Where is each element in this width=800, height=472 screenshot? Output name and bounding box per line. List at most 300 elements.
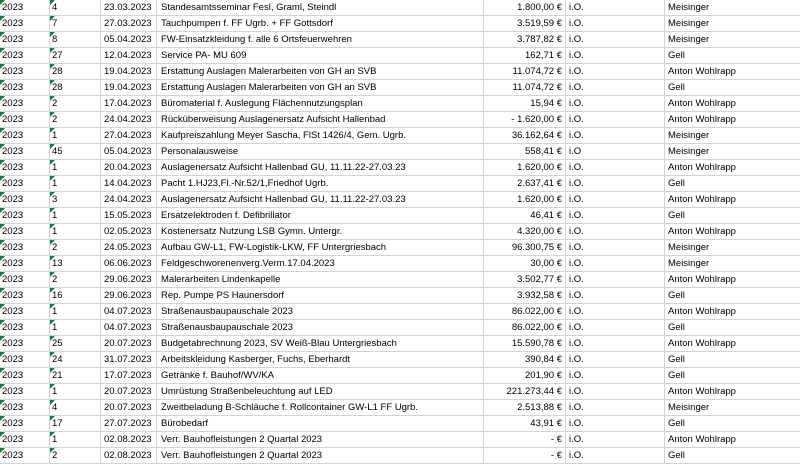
comment-indicator-icon (0, 336, 5, 341)
cell-date[interactable] (101, 368, 157, 383)
cell-amount[interactable] (484, 32, 566, 47)
cell-year[interactable] (0, 160, 50, 175)
cell-name[interactable] (665, 48, 800, 63)
comment-indicator-icon (0, 416, 5, 421)
cell-text: 1.800,00 € (517, 2, 562, 13)
cell-year[interactable] (0, 64, 50, 79)
cell-amount[interactable] (484, 128, 566, 143)
cell-text: - € (550, 450, 562, 461)
cell-text: FW-Einsatzkleidung f. alle 6 Ortsfeuerwehren (161, 34, 352, 45)
cell-year[interactable] (0, 432, 50, 447)
table-row (0, 128, 800, 144)
cell-description[interactable] (157, 80, 484, 95)
cell-number[interactable] (50, 448, 101, 463)
cell-year[interactable] (0, 48, 50, 63)
cell-year[interactable] (0, 112, 50, 127)
cell-text: 43,91 € (530, 418, 562, 429)
cell-number[interactable] (50, 384, 101, 399)
comment-indicator-icon (0, 80, 5, 85)
cell-text: Erstattung Auslagen Malerarbeiten von GH an SVB (161, 66, 377, 77)
comment-indicator-icon (0, 176, 5, 181)
cell-name[interactable] (665, 64, 800, 79)
cell-amount[interactable] (484, 432, 566, 447)
cell-date[interactable] (101, 224, 157, 239)
cell-text: 558,41 € (525, 146, 562, 157)
cell-text: 27.03.2023 (104, 18, 152, 29)
cell-amount[interactable] (484, 352, 566, 367)
cell-status[interactable] (566, 208, 665, 223)
cell-text: 04.07.2023 (104, 322, 152, 333)
cell-name[interactable] (665, 400, 800, 415)
cell-text: i.O. (569, 162, 584, 173)
cell-description[interactable] (157, 448, 484, 463)
cell-year[interactable] (0, 416, 50, 431)
cell-text: 2023 (2, 18, 24, 29)
cell-number[interactable] (50, 256, 101, 271)
cell-year[interactable] (0, 224, 50, 239)
cell-amount[interactable] (484, 80, 566, 95)
cell-year[interactable] (0, 400, 50, 415)
cell-status[interactable] (566, 176, 665, 191)
cell-amount[interactable] (484, 240, 566, 255)
cell-text: 1.620,00 € (517, 194, 562, 205)
cell-amount[interactable] (484, 48, 566, 63)
cell-description[interactable] (157, 32, 484, 47)
cell-description[interactable] (157, 16, 484, 31)
cell-text: 24 (52, 354, 63, 365)
cell-number[interactable] (50, 64, 101, 79)
table-row (0, 400, 800, 416)
table-row (0, 304, 800, 320)
cell-date[interactable] (101, 112, 157, 127)
table-row (0, 48, 800, 64)
cell-status[interactable] (566, 80, 665, 95)
cell-date[interactable] (101, 384, 157, 399)
cell-date[interactable] (101, 240, 157, 255)
cell-name[interactable] (665, 256, 800, 271)
cell-amount[interactable] (484, 416, 566, 431)
cell-status[interactable] (566, 384, 665, 399)
comment-indicator-icon (50, 352, 55, 357)
cell-name[interactable] (665, 432, 800, 447)
comment-indicator-icon (0, 112, 5, 117)
cell-text: i.O. (569, 34, 584, 45)
cell-status[interactable] (566, 96, 665, 111)
cell-name[interactable] (665, 160, 800, 175)
cell-number[interactable] (50, 240, 101, 255)
cell-text: Standesamtsseminar Fesl, Graml, Steindl (161, 2, 337, 13)
cell-year[interactable] (0, 80, 50, 95)
cell-number[interactable] (50, 368, 101, 383)
cell-year[interactable] (0, 368, 50, 383)
cell-date[interactable] (101, 320, 157, 335)
cell-date[interactable] (101, 416, 157, 431)
cell-date[interactable] (101, 48, 157, 63)
cell-date[interactable] (101, 80, 157, 95)
table-row (0, 112, 800, 128)
cell-amount[interactable] (484, 112, 566, 127)
cell-description[interactable] (157, 336, 484, 351)
cell-date[interactable] (101, 272, 157, 287)
cell-text: 27 (52, 50, 63, 61)
cell-date[interactable] (101, 64, 157, 79)
cell-year[interactable] (0, 288, 50, 303)
cell-text: 1 (52, 434, 58, 445)
cell-text: Meisinger (668, 402, 710, 413)
table-row (0, 192, 800, 208)
cell-text: 17 (52, 418, 63, 429)
cell-number[interactable] (50, 48, 101, 63)
cell-text: i.O. (569, 450, 584, 461)
cell-number[interactable] (50, 176, 101, 191)
cell-amount[interactable] (484, 256, 566, 271)
cell-date[interactable] (101, 32, 157, 47)
cell-text: 28 (52, 66, 63, 77)
cell-text: i.O. (569, 66, 584, 77)
cell-status[interactable] (566, 240, 665, 255)
cell-number[interactable] (50, 320, 101, 335)
comment-indicator-icon (0, 240, 5, 245)
cell-name[interactable] (665, 336, 800, 351)
cell-text: 27.04.2023 (104, 130, 152, 141)
table-row (0, 336, 800, 352)
cell-status[interactable] (566, 0, 665, 15)
cell-year[interactable] (0, 384, 50, 399)
cell-amount[interactable] (484, 144, 566, 159)
cell-text: Anton Wohlrapp (668, 386, 736, 397)
cell-description[interactable] (157, 144, 484, 159)
cell-amount[interactable] (484, 96, 566, 111)
cell-text: Ersatzelektroden f. Defibrillator (161, 210, 291, 221)
cell-amount[interactable] (484, 224, 566, 239)
cell-status[interactable] (566, 336, 665, 351)
cell-status[interactable] (566, 288, 665, 303)
comment-indicator-icon (50, 128, 55, 133)
comment-indicator-icon (50, 32, 55, 37)
cell-status[interactable] (566, 112, 665, 127)
cell-text: 15.05.2023 (104, 210, 152, 221)
cell-text: 2023 (2, 370, 24, 381)
cell-description[interactable] (157, 48, 484, 63)
cell-text: 45 (52, 146, 63, 157)
cell-text: i.O. (569, 130, 584, 141)
cell-year[interactable] (0, 448, 50, 463)
cell-text: 20.07.2023 (104, 338, 152, 349)
cell-description[interactable] (157, 384, 484, 399)
cell-name[interactable] (665, 192, 800, 207)
cell-description[interactable] (157, 224, 484, 239)
cell-year[interactable] (0, 208, 50, 223)
cell-text: 31.07.2023 (104, 354, 152, 365)
comment-indicator-icon (50, 96, 55, 101)
cell-status[interactable] (566, 32, 665, 47)
cell-name[interactable] (665, 352, 800, 367)
cell-text: Arbeitskleidung Kasberger, Fuchs, Eberhardt (161, 354, 351, 365)
comment-indicator-icon (50, 208, 55, 213)
cell-date[interactable] (101, 336, 157, 351)
cell-text: 25 (52, 338, 63, 349)
cell-date[interactable] (101, 16, 157, 31)
cell-description[interactable] (157, 256, 484, 271)
cell-status[interactable] (566, 416, 665, 431)
cell-text: 2023 (2, 386, 24, 397)
cell-number[interactable] (50, 160, 101, 175)
cell-description[interactable] (157, 176, 484, 191)
cell-text: 1 (52, 178, 58, 189)
cell-status[interactable] (566, 128, 665, 143)
cell-name[interactable] (665, 224, 800, 239)
cell-name[interactable] (665, 384, 800, 399)
cell-date[interactable] (101, 192, 157, 207)
cell-name[interactable] (665, 96, 800, 111)
cell-number[interactable] (50, 208, 101, 223)
cell-date[interactable] (101, 208, 157, 223)
cell-amount[interactable] (484, 368, 566, 383)
cell-year[interactable] (0, 0, 50, 15)
cell-text: 221.273,44 € (506, 386, 562, 397)
table-row (0, 256, 800, 272)
cell-status[interactable] (566, 256, 665, 271)
cell-text: Straßenausbaupauschale 2023 (161, 306, 294, 317)
cell-text: 1 (52, 386, 58, 397)
cell-description[interactable] (157, 240, 484, 255)
cell-name[interactable] (665, 208, 800, 223)
cell-number[interactable] (50, 112, 101, 127)
cell-number[interactable] (50, 192, 101, 207)
cell-number[interactable] (50, 416, 101, 431)
cell-status[interactable] (566, 448, 665, 463)
cell-status[interactable] (566, 352, 665, 367)
cell-number[interactable] (50, 352, 101, 367)
cell-date[interactable] (101, 448, 157, 463)
cell-text: Personalausweise (161, 146, 239, 157)
cell-status[interactable] (566, 224, 665, 239)
cell-status[interactable] (566, 272, 665, 287)
cell-text: 19.04.2023 (104, 82, 152, 93)
cell-text: i.O. (569, 402, 584, 413)
cell-year[interactable] (0, 352, 50, 367)
cell-text: Gell (668, 322, 685, 333)
cell-description[interactable] (157, 128, 484, 143)
cell-amount[interactable] (484, 208, 566, 223)
cell-number[interactable] (50, 16, 101, 31)
cell-year[interactable] (0, 304, 50, 319)
cell-name[interactable] (665, 240, 800, 255)
cell-text: Verr. Bauhofleistungen 2 Quartal 2023 (161, 434, 323, 445)
cell-status[interactable] (566, 304, 665, 319)
cell-description[interactable] (157, 352, 484, 367)
cell-description[interactable] (157, 288, 484, 303)
cell-name[interactable] (665, 32, 800, 47)
cell-text: 162,71 € (525, 50, 562, 61)
cell-date[interactable] (101, 288, 157, 303)
cell-description[interactable] (157, 320, 484, 335)
cell-year[interactable] (0, 144, 50, 159)
cell-description[interactable] (157, 208, 484, 223)
table-row (0, 240, 800, 256)
cell-status[interactable] (566, 432, 665, 447)
cell-year[interactable] (0, 16, 50, 31)
cell-status[interactable] (566, 144, 665, 159)
cell-text: i.O. (569, 210, 584, 221)
cell-name[interactable] (665, 80, 800, 95)
cell-description[interactable] (157, 160, 484, 175)
cell-description[interactable] (157, 432, 484, 447)
table-row (0, 0, 800, 16)
cell-number[interactable] (50, 400, 101, 415)
cell-date[interactable] (101, 256, 157, 271)
cell-text: - € (550, 434, 562, 445)
cell-text: 2023 (2, 322, 24, 333)
cell-amount[interactable] (484, 336, 566, 351)
table-row (0, 368, 800, 384)
cell-name[interactable] (665, 128, 800, 143)
cell-text: 2 (52, 114, 58, 125)
cell-description[interactable] (157, 368, 484, 383)
cell-year[interactable] (0, 192, 50, 207)
cell-amount[interactable] (484, 0, 566, 15)
cell-year[interactable] (0, 32, 50, 47)
cell-amount[interactable] (484, 272, 566, 287)
cell-year[interactable] (0, 128, 50, 143)
cell-name[interactable] (665, 368, 800, 383)
cell-name[interactable] (665, 176, 800, 191)
table-row (0, 320, 800, 336)
cell-year[interactable] (0, 272, 50, 287)
cell-text: Meisinger (668, 18, 710, 29)
cell-name[interactable] (665, 16, 800, 31)
comment-indicator-icon (0, 96, 5, 101)
cell-description[interactable] (157, 400, 484, 415)
cell-year[interactable] (0, 320, 50, 335)
cell-text: 2023 (2, 66, 24, 77)
cell-year[interactable] (0, 336, 50, 351)
table-row (0, 448, 800, 464)
cell-number[interactable] (50, 336, 101, 351)
cell-text: 2023 (2, 130, 24, 141)
comment-indicator-icon (0, 256, 5, 261)
comment-indicator-icon (0, 16, 5, 21)
cell-amount[interactable] (484, 448, 566, 463)
cell-text: Pacht 1.HJ23,Fl.-Nr.52/1,Friedhof Ugrb. (161, 178, 329, 189)
cell-amount[interactable] (484, 400, 566, 415)
cell-number[interactable] (50, 80, 101, 95)
cell-text: 96.300,75 € (511, 242, 562, 253)
cell-number[interactable] (50, 288, 101, 303)
cell-status[interactable] (566, 368, 665, 383)
cell-date[interactable] (101, 432, 157, 447)
cell-date[interactable] (101, 160, 157, 175)
cell-status[interactable] (566, 48, 665, 63)
cell-text: 1 (52, 130, 58, 141)
cell-date[interactable] (101, 352, 157, 367)
cell-description[interactable] (157, 96, 484, 111)
cell-amount[interactable] (484, 160, 566, 175)
cell-text: 86.022,00 € (511, 322, 562, 333)
cell-name[interactable] (665, 304, 800, 319)
cell-description[interactable] (157, 304, 484, 319)
cell-name[interactable] (665, 448, 800, 463)
cell-amount[interactable] (484, 192, 566, 207)
cell-text: Gell (668, 290, 685, 301)
table-row (0, 80, 800, 96)
cell-date[interactable] (101, 96, 157, 111)
cell-number[interactable] (50, 432, 101, 447)
table-row (0, 208, 800, 224)
cell-amount[interactable] (484, 64, 566, 79)
cell-status[interactable] (566, 192, 665, 207)
cell-name[interactable] (665, 0, 800, 15)
cell-number[interactable] (50, 144, 101, 159)
comment-indicator-icon (50, 144, 55, 149)
cell-amount[interactable] (484, 304, 566, 319)
cell-date[interactable] (101, 128, 157, 143)
cell-text: Meisinger (668, 242, 710, 253)
cell-amount[interactable] (484, 176, 566, 191)
cell-name[interactable] (665, 416, 800, 431)
cell-year[interactable] (0, 256, 50, 271)
cell-status[interactable] (566, 64, 665, 79)
cell-text: 2023 (2, 242, 24, 253)
cell-number[interactable] (50, 304, 101, 319)
cell-number[interactable] (50, 128, 101, 143)
cell-name[interactable] (665, 144, 800, 159)
cell-number[interactable] (50, 32, 101, 47)
cell-year[interactable] (0, 96, 50, 111)
comment-indicator-icon (50, 416, 55, 421)
cell-description[interactable] (157, 112, 484, 127)
cell-date[interactable] (101, 144, 157, 159)
cell-name[interactable] (665, 288, 800, 303)
cell-text: 28 (52, 82, 63, 93)
comment-indicator-icon (0, 448, 5, 453)
cell-amount[interactable] (484, 288, 566, 303)
cell-date[interactable] (101, 0, 157, 15)
cell-number[interactable] (50, 96, 101, 111)
table-row (0, 64, 800, 80)
cell-text: i.O. (569, 98, 584, 109)
cell-number[interactable] (50, 0, 101, 15)
cell-description[interactable] (157, 272, 484, 287)
cell-year[interactable] (0, 240, 50, 255)
cell-number[interactable] (50, 224, 101, 239)
cell-text: i.O. (569, 242, 584, 253)
cell-year[interactable] (0, 176, 50, 191)
comment-indicator-icon (50, 272, 55, 277)
cell-status[interactable] (566, 160, 665, 175)
cell-text: Getränke f. Bauhof/WV/KA (161, 370, 274, 381)
cell-name[interactable] (665, 112, 800, 127)
cell-amount[interactable] (484, 16, 566, 31)
cell-status[interactable] (566, 16, 665, 31)
cell-text: 2023 (2, 2, 24, 13)
cell-name[interactable] (665, 320, 800, 335)
cell-description[interactable] (157, 192, 484, 207)
cell-status[interactable] (566, 320, 665, 335)
cell-date[interactable] (101, 304, 157, 319)
cell-name[interactable] (665, 272, 800, 287)
cell-description[interactable] (157, 0, 484, 15)
cell-amount[interactable] (484, 320, 566, 335)
cell-description[interactable] (157, 64, 484, 79)
cell-text: Rücküberweisung Auslagenersatz Aufsicht Hallenbad (161, 114, 386, 125)
cell-amount[interactable] (484, 384, 566, 399)
cell-date[interactable] (101, 176, 157, 191)
cell-number[interactable] (50, 272, 101, 287)
cell-date[interactable] (101, 400, 157, 415)
cell-status[interactable] (566, 400, 665, 415)
cell-description[interactable] (157, 416, 484, 431)
